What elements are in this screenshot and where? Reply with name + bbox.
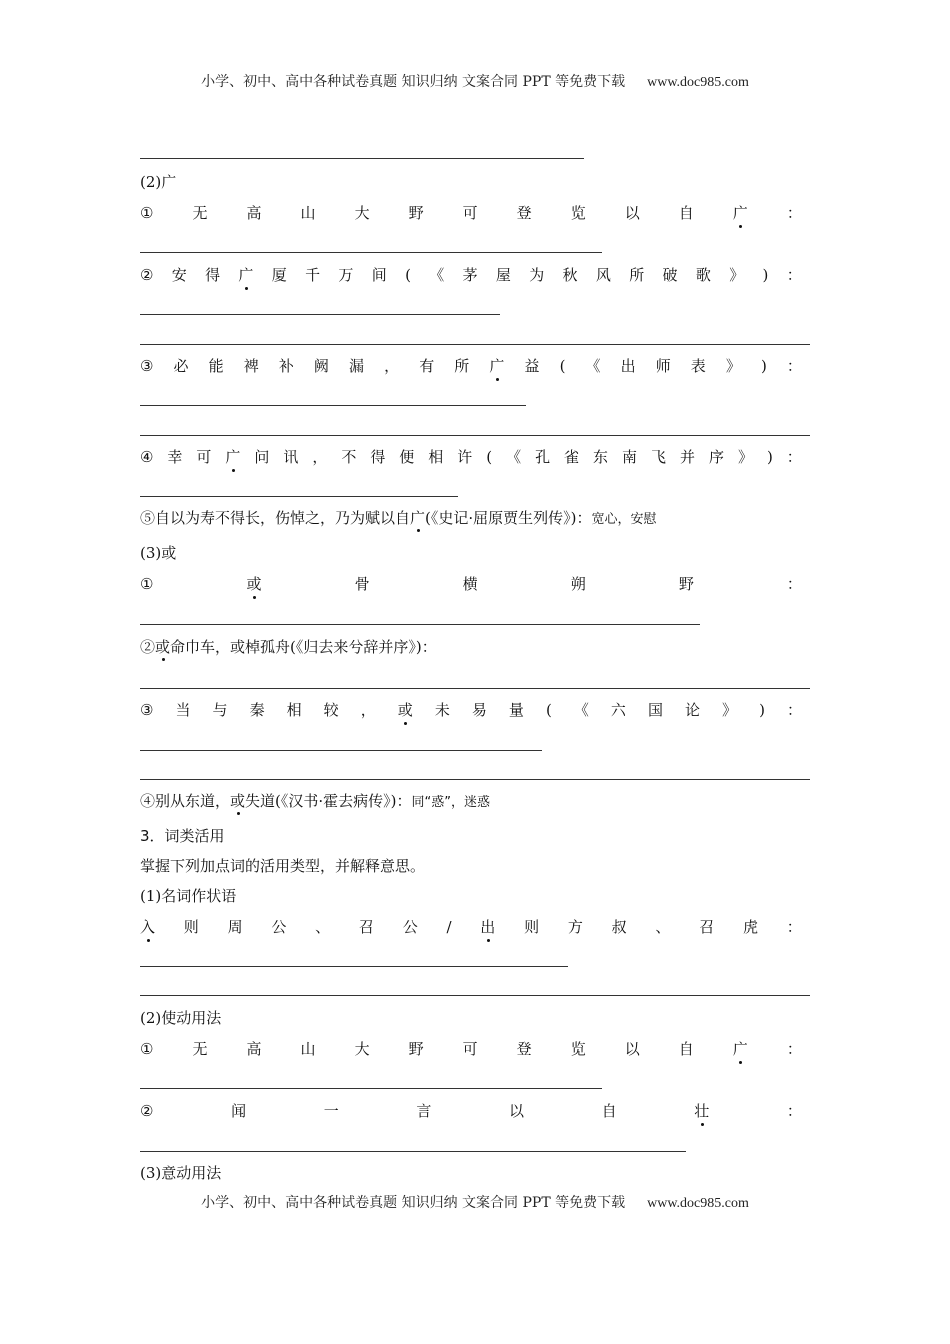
sentence-char: 所 xyxy=(454,357,470,375)
sentence-char: 横 xyxy=(462,575,478,593)
sentence-char: 言 xyxy=(416,1102,432,1120)
sentence-char: ： xyxy=(786,1040,802,1058)
sentence-char: 公 xyxy=(402,918,418,936)
sentence-char: 高 xyxy=(246,204,262,222)
sentence-3-3 xyxy=(140,700,802,720)
answer-line xyxy=(140,314,500,315)
sentence-char: 有 xyxy=(419,357,435,375)
sentence-char: 论 xyxy=(684,701,700,719)
answer-line xyxy=(140,496,458,497)
sentence-char: ① xyxy=(140,575,154,593)
emphasis-dot-char: 或 xyxy=(397,701,413,719)
page-header xyxy=(0,71,950,91)
sentence-3-1 xyxy=(140,574,802,594)
sentence-char: 《 xyxy=(429,266,445,284)
answer-line xyxy=(140,966,568,967)
sentence-char: 许 xyxy=(457,448,473,466)
sentence-sub2-2 xyxy=(140,1101,802,1121)
sentence-char: ③ xyxy=(140,701,154,719)
sentence-char: ( xyxy=(405,266,411,284)
sentence-char: 骨 xyxy=(354,575,370,593)
answer-line xyxy=(140,1088,602,1089)
sentence-char: 览 xyxy=(570,204,586,222)
header-text: 小学、初中、高中各种试卷真题 知识归纳 文案合同 PPT 等免费下载 xyxy=(201,74,626,90)
sentence-char: 大 xyxy=(354,204,370,222)
sentence-char: 无 xyxy=(192,204,208,222)
emphasis-dot-char: 出 xyxy=(480,918,496,936)
section-title-huo: (3)或 xyxy=(140,544,177,562)
sentence-char: ① xyxy=(140,1040,154,1058)
sentence-char: 虎 xyxy=(742,918,758,936)
sentence-char: ③ xyxy=(140,357,154,375)
section-title-guang: (2)广 xyxy=(140,173,177,191)
sentence-char: 序 xyxy=(708,448,724,466)
sentence-char: 一 xyxy=(323,1102,339,1120)
sentence-char: 阙 xyxy=(313,357,329,375)
sentence-char: ) xyxy=(762,266,769,284)
sentence-char: 览 xyxy=(570,1040,586,1058)
sentence-char: 易 xyxy=(471,701,487,719)
sentence-char: 》 xyxy=(725,357,741,375)
sentence-sub2-1 xyxy=(140,1039,802,1059)
part3-instruction: 掌握下列加点词的活用类型，并解释意思。 xyxy=(140,857,426,875)
emphasis-dot-char: 壮 xyxy=(694,1102,710,1120)
sentence-3-4: ④别从东道，或失道(《汉书·霍去病传》)：同“惑”，迷惑 xyxy=(140,792,490,810)
sentence-char: 茅 xyxy=(462,266,478,284)
emphasis-dot-char: 广 xyxy=(238,266,254,284)
sentence-char: 幸 xyxy=(167,448,183,466)
answer-text: 宽心，安慰 xyxy=(591,512,657,527)
sentence-char: 安 xyxy=(171,266,187,284)
sentence-char: 必 xyxy=(173,357,189,375)
sentence-char: 得 xyxy=(205,266,221,284)
sentence-char: 较 xyxy=(323,701,339,719)
sentence-char: 六 xyxy=(610,701,626,719)
sentence-2-3 xyxy=(140,356,802,376)
sub3-title: (3)意动用法 xyxy=(140,1164,222,1182)
emphasis-dot-char: 广 xyxy=(410,509,426,527)
sentence-2-4 xyxy=(140,447,802,467)
emphasis-dot-char: 广 xyxy=(489,357,505,375)
sentence-char: ， xyxy=(360,701,376,719)
sentence-char: 山 xyxy=(300,1040,316,1058)
sentence-char: 秋 xyxy=(562,266,578,284)
sentence-char: 登 xyxy=(516,1040,532,1058)
sentence-char: 便 xyxy=(399,448,415,466)
sentence-char: 并 xyxy=(679,448,695,466)
sentence-char: 千 xyxy=(305,266,321,284)
answer-line xyxy=(140,779,810,780)
sentence-char: 闻 xyxy=(231,1102,247,1120)
sentence-char: 益 xyxy=(524,357,540,375)
emphasis-dot-char: 或 xyxy=(155,638,171,656)
sentence-char: 师 xyxy=(655,357,671,375)
emphasis-dot-char: 或 xyxy=(230,792,246,810)
sentence-char: ( xyxy=(545,701,552,719)
sentence-char: 为 xyxy=(529,266,545,284)
answer-line xyxy=(140,1151,686,1152)
sentence-char: 、 xyxy=(655,918,671,936)
sentence-char: 与 xyxy=(212,701,228,719)
sentence-char: ： xyxy=(786,918,802,936)
answer-line xyxy=(140,750,542,751)
sentence-char: 可 xyxy=(462,1040,478,1058)
answer-line xyxy=(140,344,810,345)
sentence-char: 朔 xyxy=(570,575,586,593)
sentence-char: 自 xyxy=(678,1040,694,1058)
sentence-char: 漏 xyxy=(349,357,365,375)
emphasis-dot-char: 广 xyxy=(732,204,748,222)
sentence-char: 《 xyxy=(573,701,589,719)
sentence-char: 能 xyxy=(208,357,224,375)
answer-line xyxy=(140,405,526,406)
sentence-char: 野 xyxy=(408,1040,424,1058)
footer-text: 小学、初中、高中各种试卷真题 知识归纳 文案合同 PPT 等免费下载 xyxy=(201,1195,626,1211)
sentence-char: 秦 xyxy=(249,701,265,719)
sentence-char: 自 xyxy=(601,1102,617,1120)
sentence-2-1 xyxy=(140,203,802,223)
sentence-char: ， xyxy=(384,357,400,375)
sentence-char: 则 xyxy=(524,918,540,936)
sentence-char: 山 xyxy=(300,204,316,222)
sentence-char: 以 xyxy=(509,1102,525,1120)
part3-heading: 3．词类活用 xyxy=(140,827,225,845)
sentence-char: ② xyxy=(140,1102,154,1120)
sentence-char: ： xyxy=(786,575,802,593)
sentence-char: 《 xyxy=(506,448,522,466)
sentence-char: 》 xyxy=(729,266,745,284)
emphasis-dot-char: 或 xyxy=(246,575,262,593)
sentence-char: 》 xyxy=(722,701,738,719)
sentence-char: ( xyxy=(559,357,566,375)
sentence-char: 高 xyxy=(246,1040,262,1058)
sentence-char: ) xyxy=(766,448,773,466)
sentence-char: 东 xyxy=(593,448,609,466)
sentence-char: 叔 xyxy=(611,918,627,936)
sentence-char: 裨 xyxy=(243,357,259,375)
answer-line xyxy=(140,435,810,436)
sentence-char: 公 xyxy=(271,918,287,936)
page-footer xyxy=(0,1192,950,1212)
sub2-title: (2)使动用法 xyxy=(140,1009,222,1027)
answer-line xyxy=(140,688,810,689)
answer-line xyxy=(140,158,584,159)
sentence-3-2: ②或命巾车，或棹孤舟(《归去来兮辞并序》)： xyxy=(140,638,437,656)
sentence-char: 登 xyxy=(516,204,532,222)
sentence-char: 厦 xyxy=(271,266,287,284)
sentence-char: / xyxy=(446,918,452,936)
sentence-2-5: ⑤自以为寿不得长，伤悼之，乃为赋以自广(《史记·屈原贾生列传》)：宽心，安慰 xyxy=(140,509,657,527)
sentence-char: 可 xyxy=(462,204,478,222)
sentence-char: 孔 xyxy=(535,448,551,466)
sentence-char: 南 xyxy=(622,448,638,466)
sentence-char: 飞 xyxy=(651,448,667,466)
sentence-char: 歌 xyxy=(695,266,711,284)
sentence-char: ： xyxy=(786,1102,802,1120)
sentence-char: 无 xyxy=(192,1040,208,1058)
sentence-char: 未 xyxy=(434,701,450,719)
sentence-char: ： xyxy=(786,266,802,284)
sentence-char: 风 xyxy=(595,266,611,284)
sentence-char: 周 xyxy=(227,918,243,936)
sentence-char: 雀 xyxy=(564,448,580,466)
sentence-char: 当 xyxy=(175,701,191,719)
header-url: www.doc985.com xyxy=(647,75,749,90)
sentence-sub1 xyxy=(140,917,802,937)
sentence-char: 问 xyxy=(254,448,270,466)
sentence-char: 大 xyxy=(354,1040,370,1058)
sentence-char: 野 xyxy=(678,575,694,593)
sentence-char: 万 xyxy=(338,266,354,284)
answer-line xyxy=(140,624,700,625)
sentence-char: 间 xyxy=(371,266,387,284)
sentence-char: 不 xyxy=(341,448,357,466)
sentence-char: 《 xyxy=(585,357,601,375)
sentence-char: ) xyxy=(760,357,767,375)
sentence-char: 召 xyxy=(358,918,374,936)
sentence-char: 召 xyxy=(699,918,715,936)
sentence-char: 可 xyxy=(196,448,212,466)
emphasis-dot-char: 广 xyxy=(732,1040,748,1058)
sentence-char: ( xyxy=(486,448,493,466)
sentence-char: 补 xyxy=(278,357,294,375)
sub1-title: (1)名词作状语 xyxy=(140,887,237,905)
answer-line xyxy=(140,995,810,996)
sentence-2-2 xyxy=(140,265,802,285)
sentence-char: ： xyxy=(786,357,802,375)
sentence-char: 则 xyxy=(183,918,199,936)
sentence-char: 屋 xyxy=(495,266,511,284)
emphasis-dot-char: 入 xyxy=(140,918,156,936)
sentence-char: 出 xyxy=(620,357,636,375)
sentence-char: ④ xyxy=(140,448,154,466)
sentence-char: ： xyxy=(786,448,802,466)
sentence-char: 破 xyxy=(662,266,678,284)
sentence-char: 方 xyxy=(567,918,583,936)
sentence-char: 讯 xyxy=(283,448,299,466)
sentence-char: ， xyxy=(312,448,328,466)
sentence-char: 表 xyxy=(690,357,706,375)
footer-url: www.doc985.com xyxy=(647,1196,749,1211)
sentence-char: ① xyxy=(140,204,154,222)
sentence-char: 得 xyxy=(370,448,386,466)
sentence-char: 以 xyxy=(624,204,640,222)
answer-text: 同“惑”，迷惑 xyxy=(411,795,490,810)
sentence-char: 自 xyxy=(678,204,694,222)
sentence-char: 相 xyxy=(428,448,444,466)
sentence-char: 以 xyxy=(624,1040,640,1058)
sentence-char: 》 xyxy=(737,448,753,466)
sentence-char: 国 xyxy=(647,701,663,719)
sentence-char: 相 xyxy=(286,701,302,719)
sentence-char: 所 xyxy=(629,266,645,284)
sentence-char: ： xyxy=(786,701,802,719)
sentence-char: 量 xyxy=(508,701,524,719)
sentence-char: ) xyxy=(759,701,765,719)
emphasis-dot-char: 广 xyxy=(225,448,241,466)
sentence-char: ② xyxy=(140,266,154,284)
sentence-char: 、 xyxy=(315,918,331,936)
sentence-char: 野 xyxy=(408,204,424,222)
answer-line xyxy=(140,252,602,253)
sentence-char: ： xyxy=(786,204,802,222)
